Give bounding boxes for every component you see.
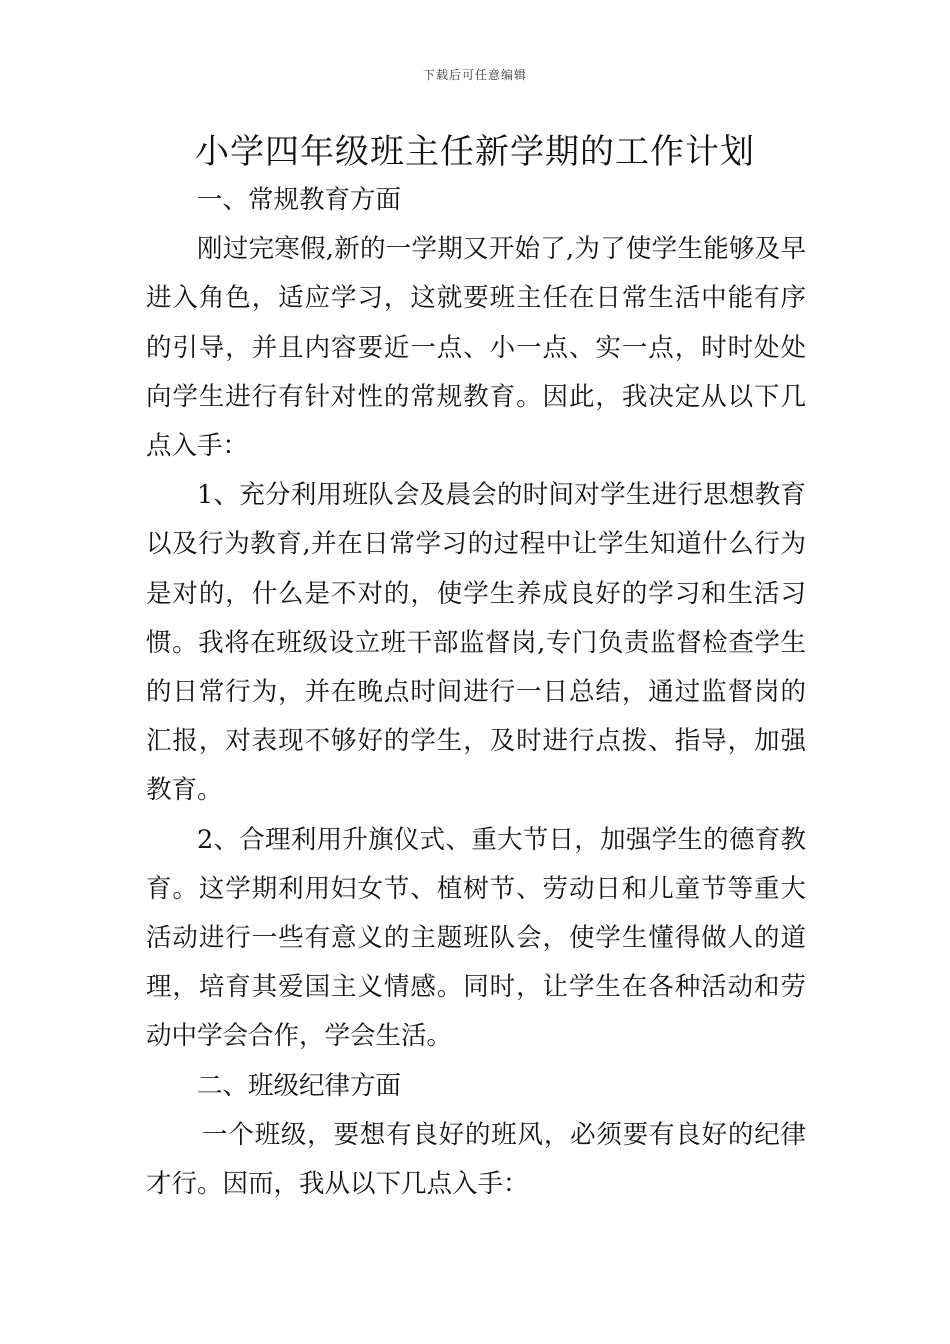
paragraph-routine-intro: 刚过完寒假,新的一学期又开始了,为了使学生能够及早进入角色，适应学习，这就要班主任在日常生活中能有序的引导，并且内容要近一点、小一点、实一点，时时处处向学生进行有针对性的常规教育。因此，我决定从以下几点入手：: [146, 234, 806, 462]
page-title: 小学四年级班主任新学期的工作计划: [195, 132, 755, 172]
paragraph-routine-item-2: 2、合理利用升旗仪式、重大节日，加强学生的德育教育。这学期利用妇女节、植树节、劳动日和儿童节等重大活动进行一些有意义的主题班队会，使学生懂得做人的道理，培育其爱国主义情感。同时，让学生在各种活动和劳动中学会合作，学会生活。: [146, 824, 806, 1052]
section-heading-class-discipline: 二、班级纪律方面: [197, 1070, 402, 1101]
section-heading-routine-education: 一、常规教育方面: [197, 185, 402, 215]
paragraph-discipline-intro: 一个班级，要想有良好的班风，必须要有良好的纪律才行。因而，我从以下几点入手：: [146, 1119, 806, 1200]
paragraph-routine-item-1: 1、充分利用班队会及晨会的时间对学生进行思想教育以及行为教育,并在日常学习的过程中让学生知道什么行为是对的，什么是不对的，使学生养成良好的学习和生活习惯。我将在班级设立班干部监督岗,专门负责监督检查学生的日常行为，并在晚点时间进行一日总结，通过监督岗的汇报，对表现不够好的学生，及时进行点拨、指导，加强教育。: [146, 480, 806, 806]
document-body: [146, 176, 806, 1209]
header-note: 下载后可任意编辑: [422, 68, 527, 82]
